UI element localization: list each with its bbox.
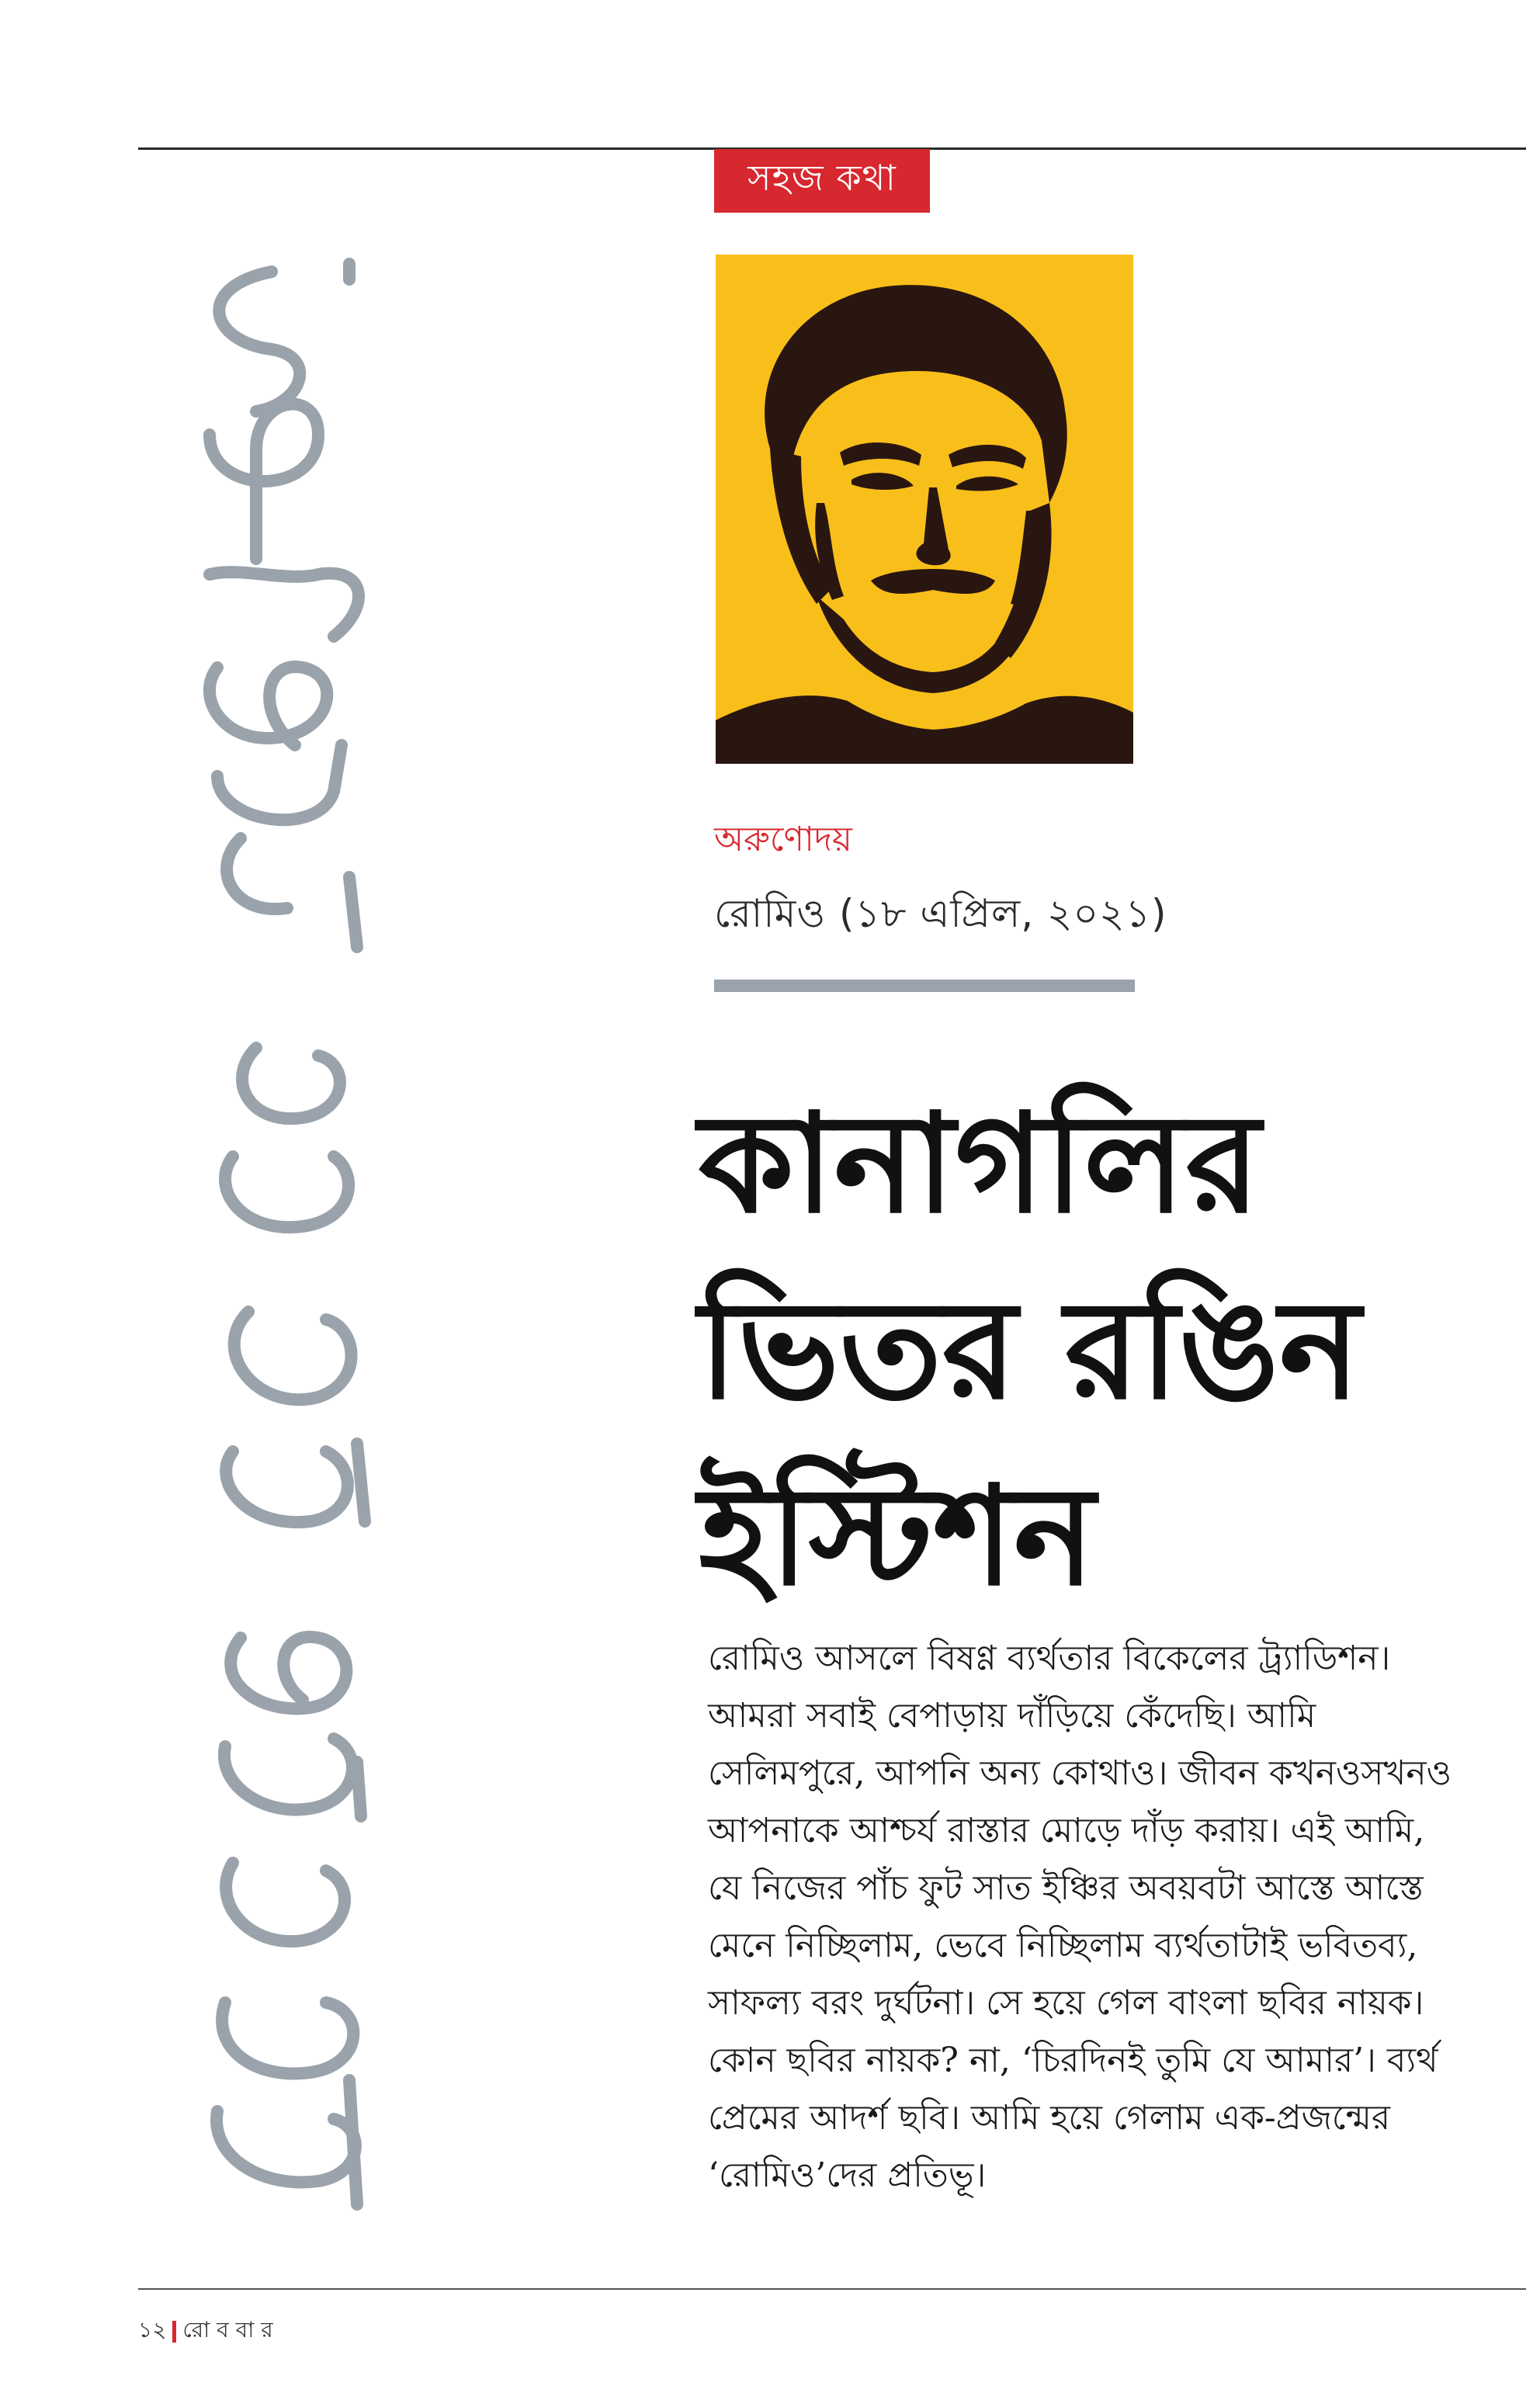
article-body (708, 1630, 1453, 2204)
headline-line-3: ইস্টিশন (699, 1457, 1095, 1616)
column-name: অরুণোদয় (714, 820, 852, 859)
body-paragraph: রোমিও আসলে বিষণ্ণ ব্যর্থতার বিকেলের ট্র্যাডিশন। আমরা সবাই বেপাড়ায় দাঁড়িয়ে কেঁদেছি। আমি সেলিমপুরে, আপনি অন্য কোথাও। জীবন কখনওসখনও আপনাকে আশ্চর্য রাস্তার মোড়ে দাঁড় করায়। এই আমি, যে নিজের পাঁচ ফুট সাত ইঞ্চির অবয়বটা আস্তে আস্তে মেনে নিচ্ছিলাম, ভেবে নিচ্ছিলাম ব্যর্থতাটাই ভবিতব্য, সাফল্য বরং দুর্ঘটনা। সে হয়ে গেল বাংলা ছবির নায়ক। কোন ছবির নায়ক? না, ‘চিরদিনই তুমি যে আমার’। ব্যর্থ প্রেমের আদর্শ ছবি। আমি হয়ে গেলাম এক-প্রজন্মের ‘রোমিও’দের প্রতিভূ। (708, 1639, 1452, 2195)
headline-line-1: কানাগলির (699, 1084, 1261, 1243)
handwritten-title-image (163, 202, 442, 2235)
author-portrait (716, 255, 1133, 764)
page-number: ১২ (138, 2317, 167, 2343)
footer-separator (172, 2321, 176, 2343)
headline-line-2: ভিতর রঙিন (699, 1271, 1361, 1430)
section-tag: সহজ কথা (714, 149, 930, 213)
bottom-rule (138, 2288, 1526, 2290)
author-byline: রোমিও (১৮ এপ্রিল, ২০২১) (714, 891, 1167, 936)
headline (699, 1071, 1490, 1630)
divider-bar (714, 980, 1135, 992)
magazine-name: রো ব বা র (182, 2317, 273, 2343)
page-footer (138, 2313, 273, 2350)
